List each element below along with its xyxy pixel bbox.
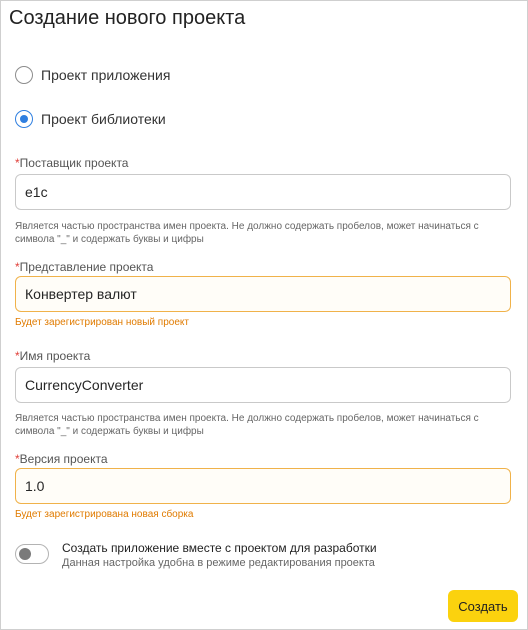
radio-button-checked[interactable]	[15, 110, 33, 128]
name-label	[15, 349, 90, 363]
dev-app-toggle-title: Создать приложение вместе с проектом для разработки	[62, 541, 377, 555]
vendor-input[interactable]	[15, 174, 511, 210]
vendor-label-text: Поставщик проекта	[19, 156, 129, 170]
toggle-knob	[19, 548, 31, 560]
presentation-input[interactable]	[15, 276, 511, 312]
presentation-label-text: Представление проекта	[19, 260, 154, 274]
name-input[interactable]	[15, 367, 511, 403]
required-mark: *	[15, 156, 20, 170]
dev-app-toggle[interactable]	[15, 544, 49, 564]
presentation-label	[15, 260, 153, 274]
version-hint: Будет зарегистрирована новая сборка	[15, 509, 194, 520]
required-mark: *	[15, 349, 20, 363]
presentation-hint: Будет зарегистрирован новый проект	[15, 317, 189, 328]
radio-button-unchecked[interactable]	[15, 66, 33, 84]
vendor-hint: Является частью пространства имен проекта. Не должно содержать пробелов, может начинаться с символа "_" и содержать буквы и цифры	[15, 221, 479, 245]
radio-app-project[interactable]	[15, 66, 170, 84]
required-mark: *	[15, 452, 20, 466]
vendor-label	[15, 156, 128, 170]
dialog-title: Создание нового проекта	[9, 7, 246, 29]
create-button[interactable]: Создать	[448, 590, 518, 622]
radio-label-app-project: Проект приложения	[41, 67, 171, 83]
radio-library-project[interactable]	[15, 110, 166, 128]
name-label-text: Имя проекта	[19, 349, 91, 363]
required-mark: *	[15, 260, 20, 274]
version-label	[15, 452, 108, 466]
version-input[interactable]	[15, 468, 511, 504]
radio-label-library-project: Проект библиотеки	[41, 111, 166, 127]
version-label-text: Версия проекта	[19, 452, 108, 466]
dev-app-toggle-subtitle: Данная настройка удобна в режиме редактирования проекта	[62, 557, 375, 569]
name-hint: Является частью пространства имен проекта. Не должно содержать пробелов, может начинаться с символа "_" и содержать буквы и цифры	[15, 413, 479, 437]
